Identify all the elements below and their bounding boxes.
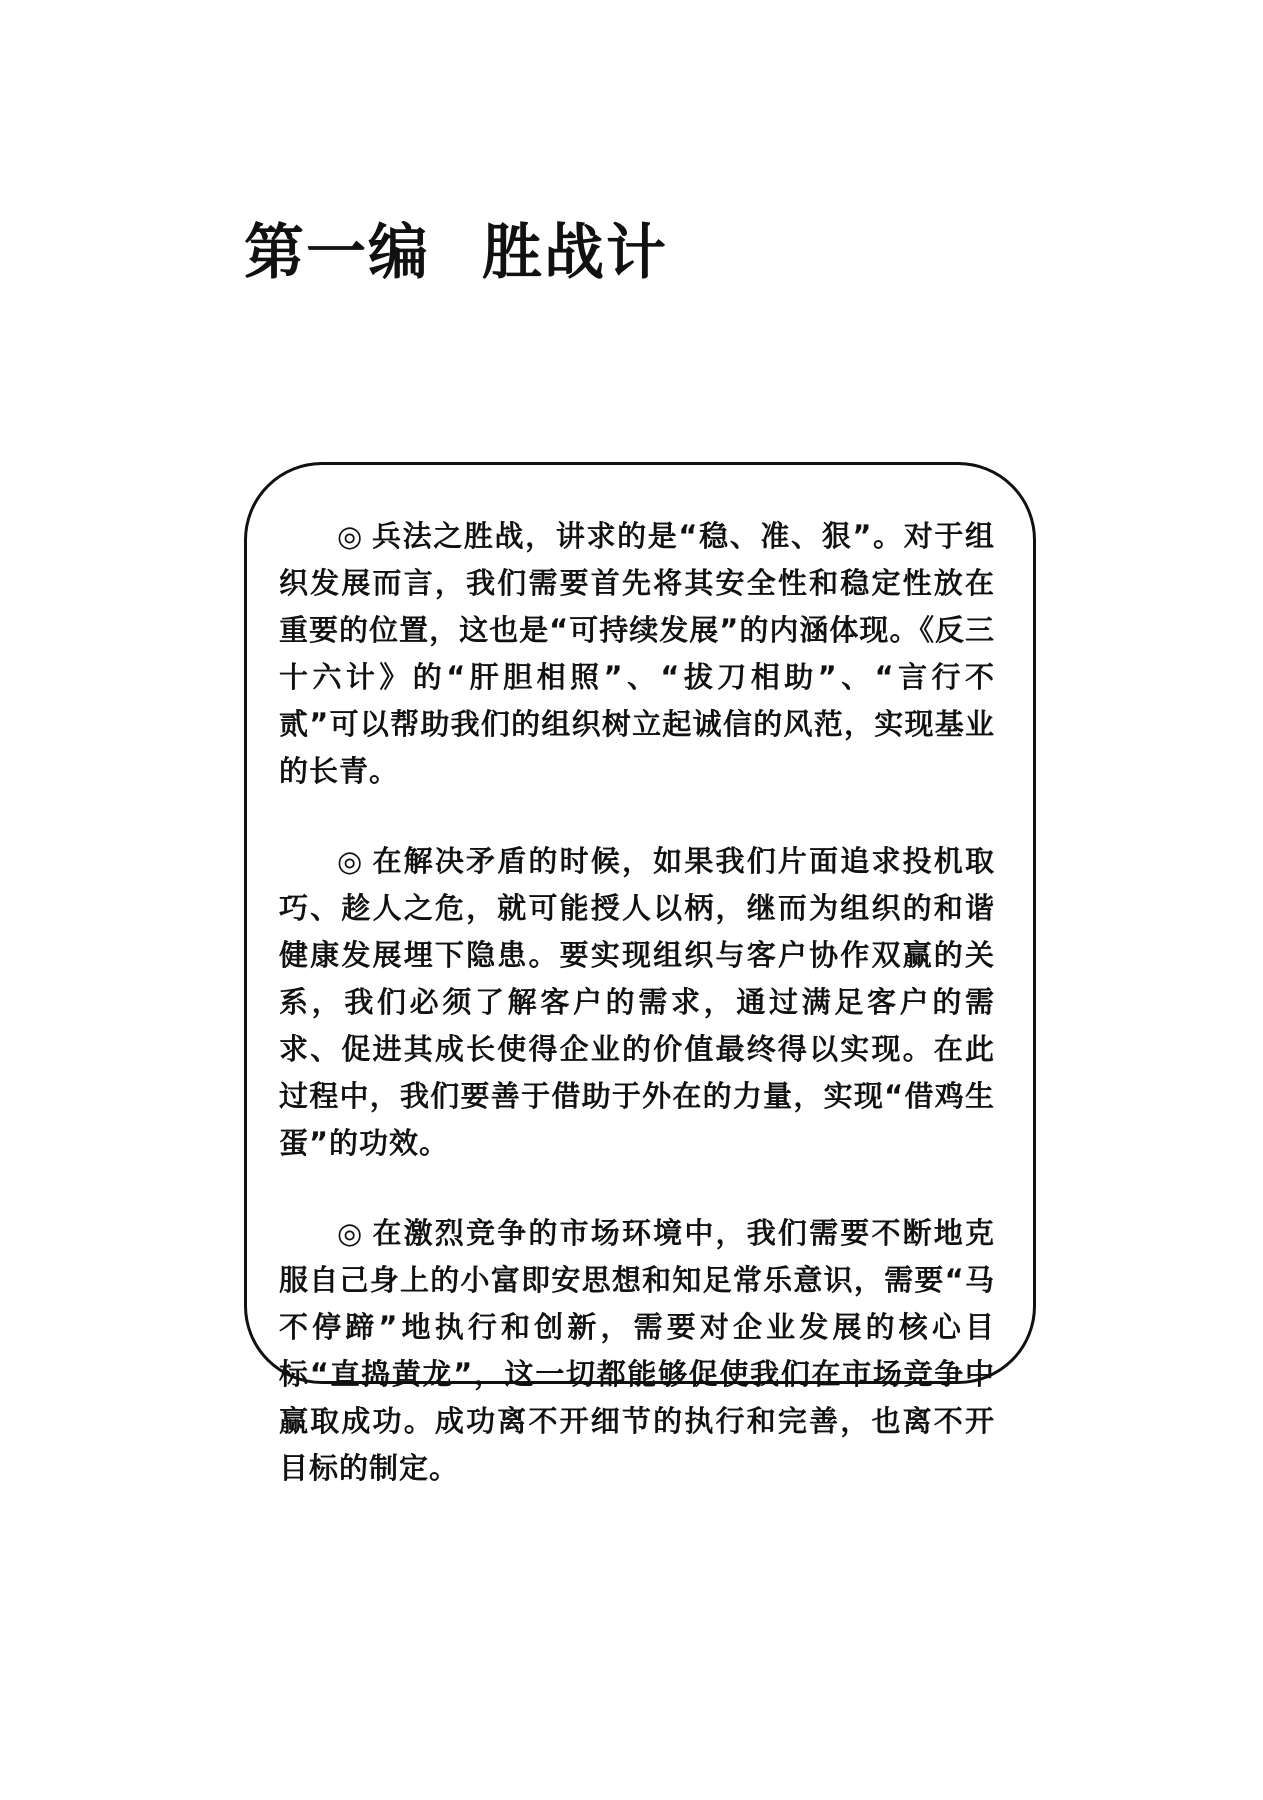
summary-paragraph	[279, 513, 995, 795]
bullet-circle-icon: ◎	[337, 519, 364, 553]
paragraph-text: 兵法之胜战，讲求的是“稳、准、狠”。对于组织发展而言，我们需要首先将其安全性和稳定性放在重要的位置，这也是“可持续发展”的内涵体现。《反三十六计》的“肝胆相照”、“拔刀相助”、“言行不贰”可以帮助我们的组织树立起诚信的风范，实现基业的长青。	[279, 519, 995, 788]
chapter-heading	[244, 220, 668, 286]
chapter-number: 第一编	[244, 218, 430, 288]
paragraph-text: 在解决矛盾的时候，如果我们片面追求投机取巧、趁人之危，就可能授人以柄，继而为组织的和谐健康发展埋下隐患。要实现组织与客户协作双赢的关系，我们必须了解客户的需求，通过满足客户的需求、促进其成长使得企业的价值最终得以实现。在此过程中，我们要善于借助于外在的力量，实现“借鸡生蛋”的功效。	[279, 844, 995, 1160]
chapter-title: 胜战计	[482, 218, 668, 288]
paragraph-text: 在激烈竞争的市场环境中，我们需要不断地克服自己身上的小富即安思想和知足常乐意识，需要“马不停蹄”地执行和创新，需要对企业发展的核心目标“直捣黄龙”，这一切都能够促使我们在市场竞争中赢取成功。成功离不开细节的执行和完善，也离不开目标的制定。	[279, 1216, 995, 1485]
bullet-circle-icon: ◎	[337, 844, 365, 878]
summary-paragraph	[279, 838, 995, 1167]
summary-paragraph	[279, 1210, 995, 1492]
summary-box	[244, 462, 1036, 1485]
bullet-circle-icon: ◎	[337, 1216, 365, 1250]
